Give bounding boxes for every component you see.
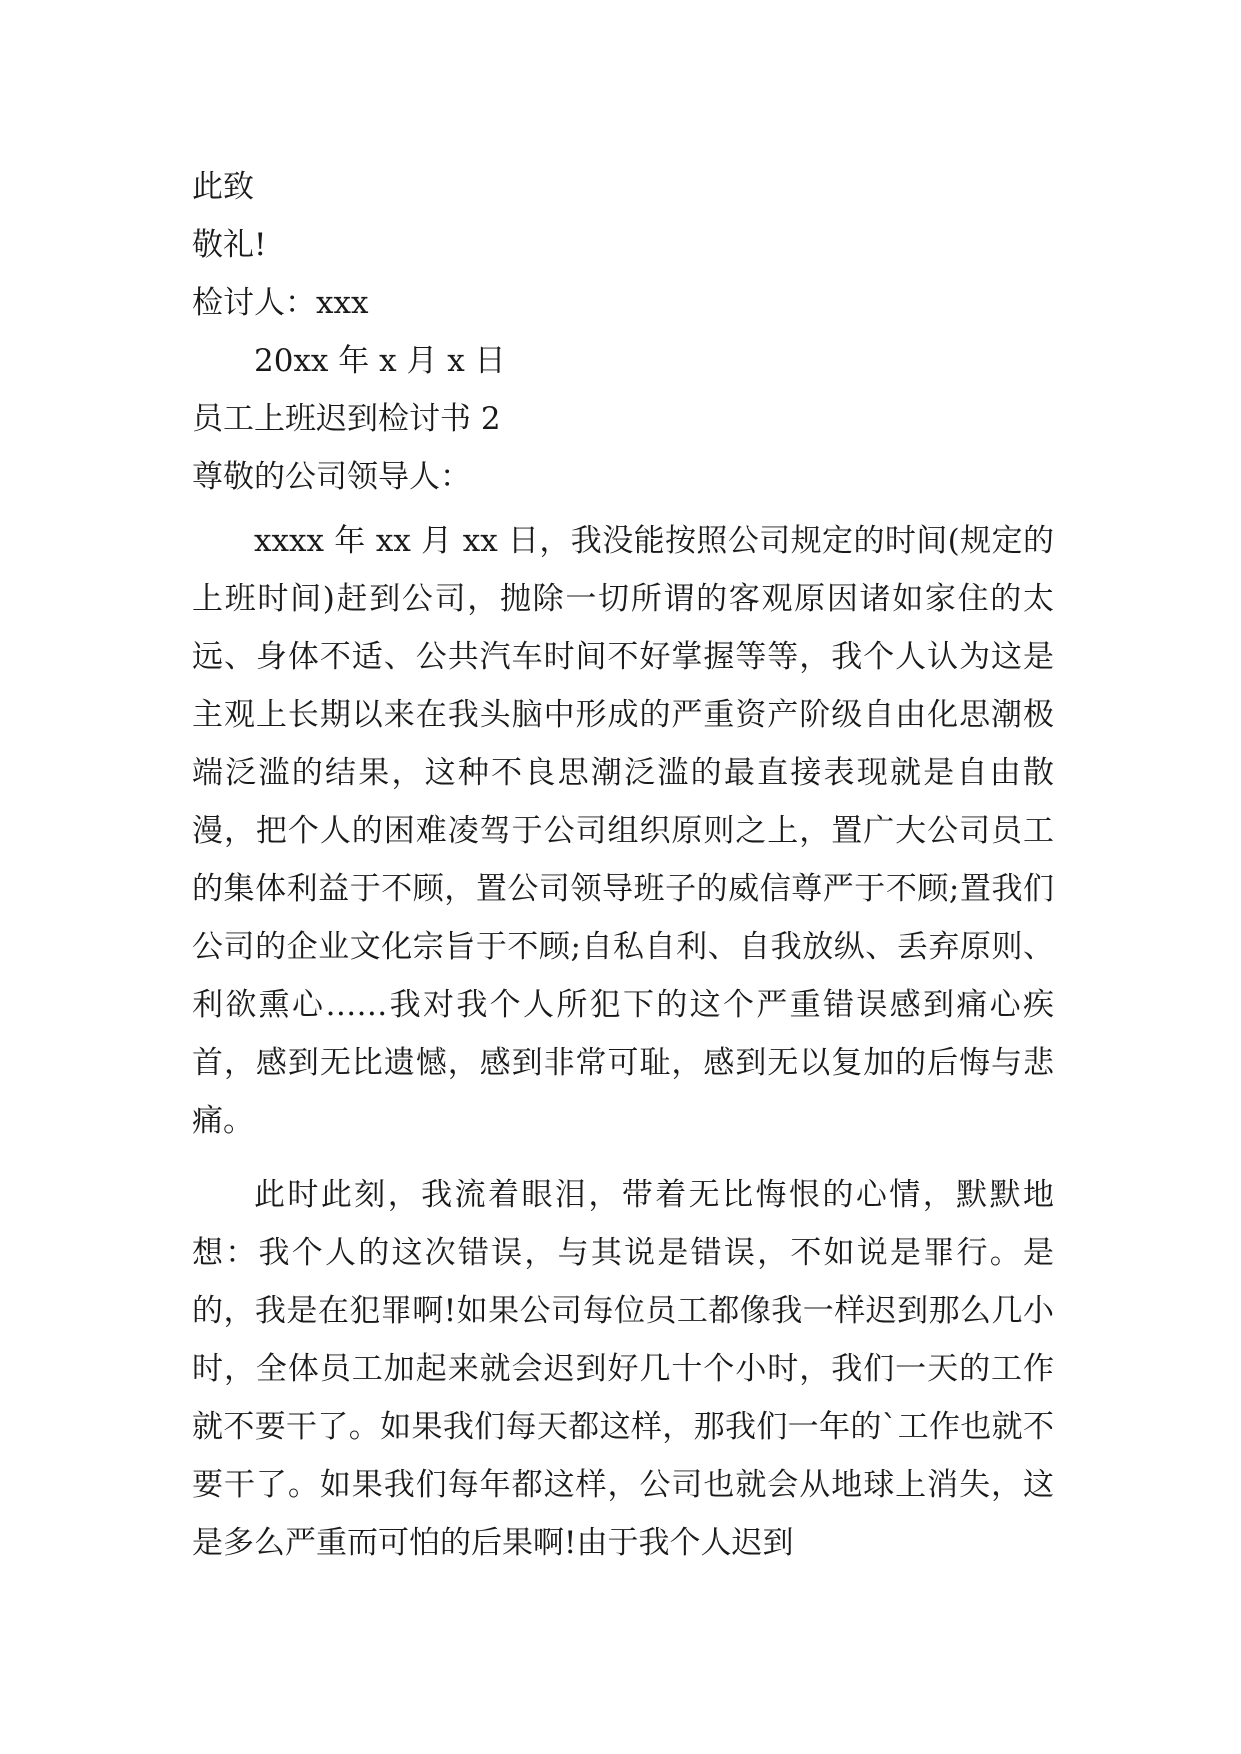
body-paragraph-2: 此时此刻，我流着眼泪，带着无比悔恨的心情，默默地想：我个人的这次错误，与其说是错误，不如说是罪行。是的，我是在犯罪啊!如果公司每位员工都像我一样迟到那么几小时，全体员工加起来就会迟到好几十个小时，我们一天的工作就不要干了。如果我们每天都这样，那我们一年的`工作也就不要干了。如果我们每年都这样，公司也就会从地球上消失，这是多么严重而可怕的后果啊!由于我个人迟到 (192, 1177, 1054, 1561)
closing-salutation-1: 此致 (192, 169, 254, 205)
signer-line: 检讨人：xxx (192, 285, 369, 321)
letter-greeting: 尊敬的公司领导人： (192, 459, 471, 495)
date-line: 20xx 年 x 月 x 日 (254, 343, 506, 379)
letter-body (192, 512, 1054, 1572)
body-paragraph-1: xxxx 年 xx 月 xx 日，我没能按照公司规定的时间(规定的上班时间)赶到公司，抛除一切所谓的客观原因诸如家住的太远、身体不适、公共汽车时间不好掌握等等，我个人认为这是主观上长期以来在我头脑中形成的严重资产阶级自由化思潮极端泛滥的结果，这种不良思潮泛滥的最直接表现就是自由散漫，把个人的困难凌驾于公司组织原则之上，置广大公司员工的集体利益于不顾，置公司领导班子的威信尊严于不顾;置我们公司的企业文化宗旨于不顾;自私自利、自我放纵、丢弃原则、利欲熏心……我对我个人所犯下的这个严重错误感到痛心疾首，感到无比遗憾，感到非常可耻，感到无以复加的后悔与悲痛。 (192, 523, 1054, 1139)
closing-salutation-2: 敬礼! (192, 227, 267, 263)
letter-title: 员工上班迟到检讨书 2 (192, 401, 501, 437)
document-page (192, 158, 1054, 1572)
